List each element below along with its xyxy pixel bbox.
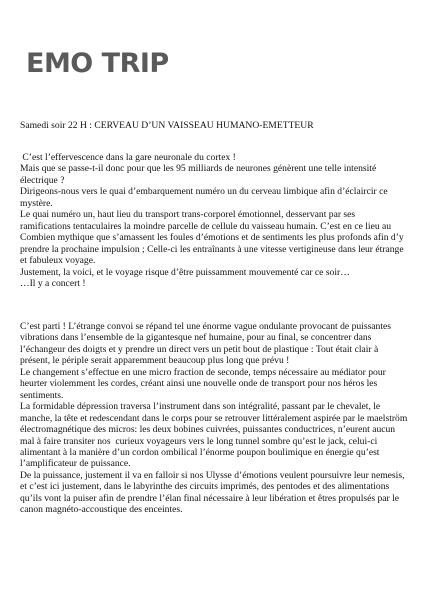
paragraph: La formidable dépression traversa l’instrument dans son intégralité, passant par le chevalet, le manche, la tête et redescendant dans le corps pour se retrouver littéralement aspirée par le maelström électromagnétique des micros: les deux bobines cuivrées, puissantes conductrices, n’eurent aucun mal à faire transiter nos curieux voyageurs vers le long tunnel sombre qu’est le jack, celui-ci alimentant à la manière d’un cordon ombilical l’énorme poupon boulimique en énergie qu’est l’amplificateur de puissance. bbox=[20, 401, 408, 470]
paragraph: Le changement s’effectue en une micro fraction de seconde, temps nécessaire au médiator pour heurter violemment les cordes, créant ainsi une nouvelle onde de transport pour nos héros les sentiments. bbox=[20, 366, 386, 401]
paragraph: Le quai numéro un, haut lieu du transport trans-corporel émotionnel, desservant par ses ramifications tentaculaires la moindre parcelle de cellule du vaisseau humain. C’est en ce lieu au Combien mythique que s’amassent les foules d’émotions et de sentiments les plus profonds afin d’y prendre la prochaine impulsion ; Celle-ci les entraînants à une vitesse vertigineuse dans leur étrange et fabuleux voyage. bbox=[20, 209, 404, 267]
paragraph: C’est parti ! L’étrange convoi se répand tel une énorme vague ondulante provocant de puissantes vibrations dans l’ensemble de la gigantesque nef humaine, pour au final, se concentrer dans l’échangeur des doigts et y prendre un direct vers un petit bout de plastique : Tout était clair à présent, le périple serait apparemment beaucoup plus long que prévu ! bbox=[20, 321, 392, 367]
document-subtitle: Samedi soir 22 H : CERVEAU D’UN VAISSEAU HUMANO-EMETTEUR bbox=[20, 120, 314, 131]
body-section-2 bbox=[20, 321, 408, 516]
paragraph: Dirigeons-nous vers le quai d’embarquement numéro un du cerveau limbique afin d’éclaircir ce mystère. bbox=[20, 186, 388, 209]
document-title: EMO TRIP bbox=[26, 48, 169, 79]
paragraph: Mais que se passe-t-il donc pour que les 95 milliards de neurones génèrent une telle intensité électrique ? bbox=[20, 163, 377, 186]
body-section-1 bbox=[20, 152, 408, 289]
paragraph: De la puissance, justement il va en falloir si nos Ulysse d’émotions veulent poursuivre leur nemesis, et c’est ici justement, dans le labyrinthe des circuits imprimés, des pentodes et des alimentations qu’ils vont la puiser afin de prendre l’élan final nécessaire à leur libération et êtres propulsés par le canon magnéto-accoustique des enceintes. bbox=[20, 469, 405, 516]
paragraph: Justement, la voici, et le voyage risque d’être puissamment mouvementé car ce soir… bbox=[20, 266, 350, 278]
paragraph: C’est l’effervescence dans la gare neuronale du cortex ! bbox=[20, 152, 236, 163]
paragraph: …Il y a concert ! bbox=[20, 277, 86, 289]
